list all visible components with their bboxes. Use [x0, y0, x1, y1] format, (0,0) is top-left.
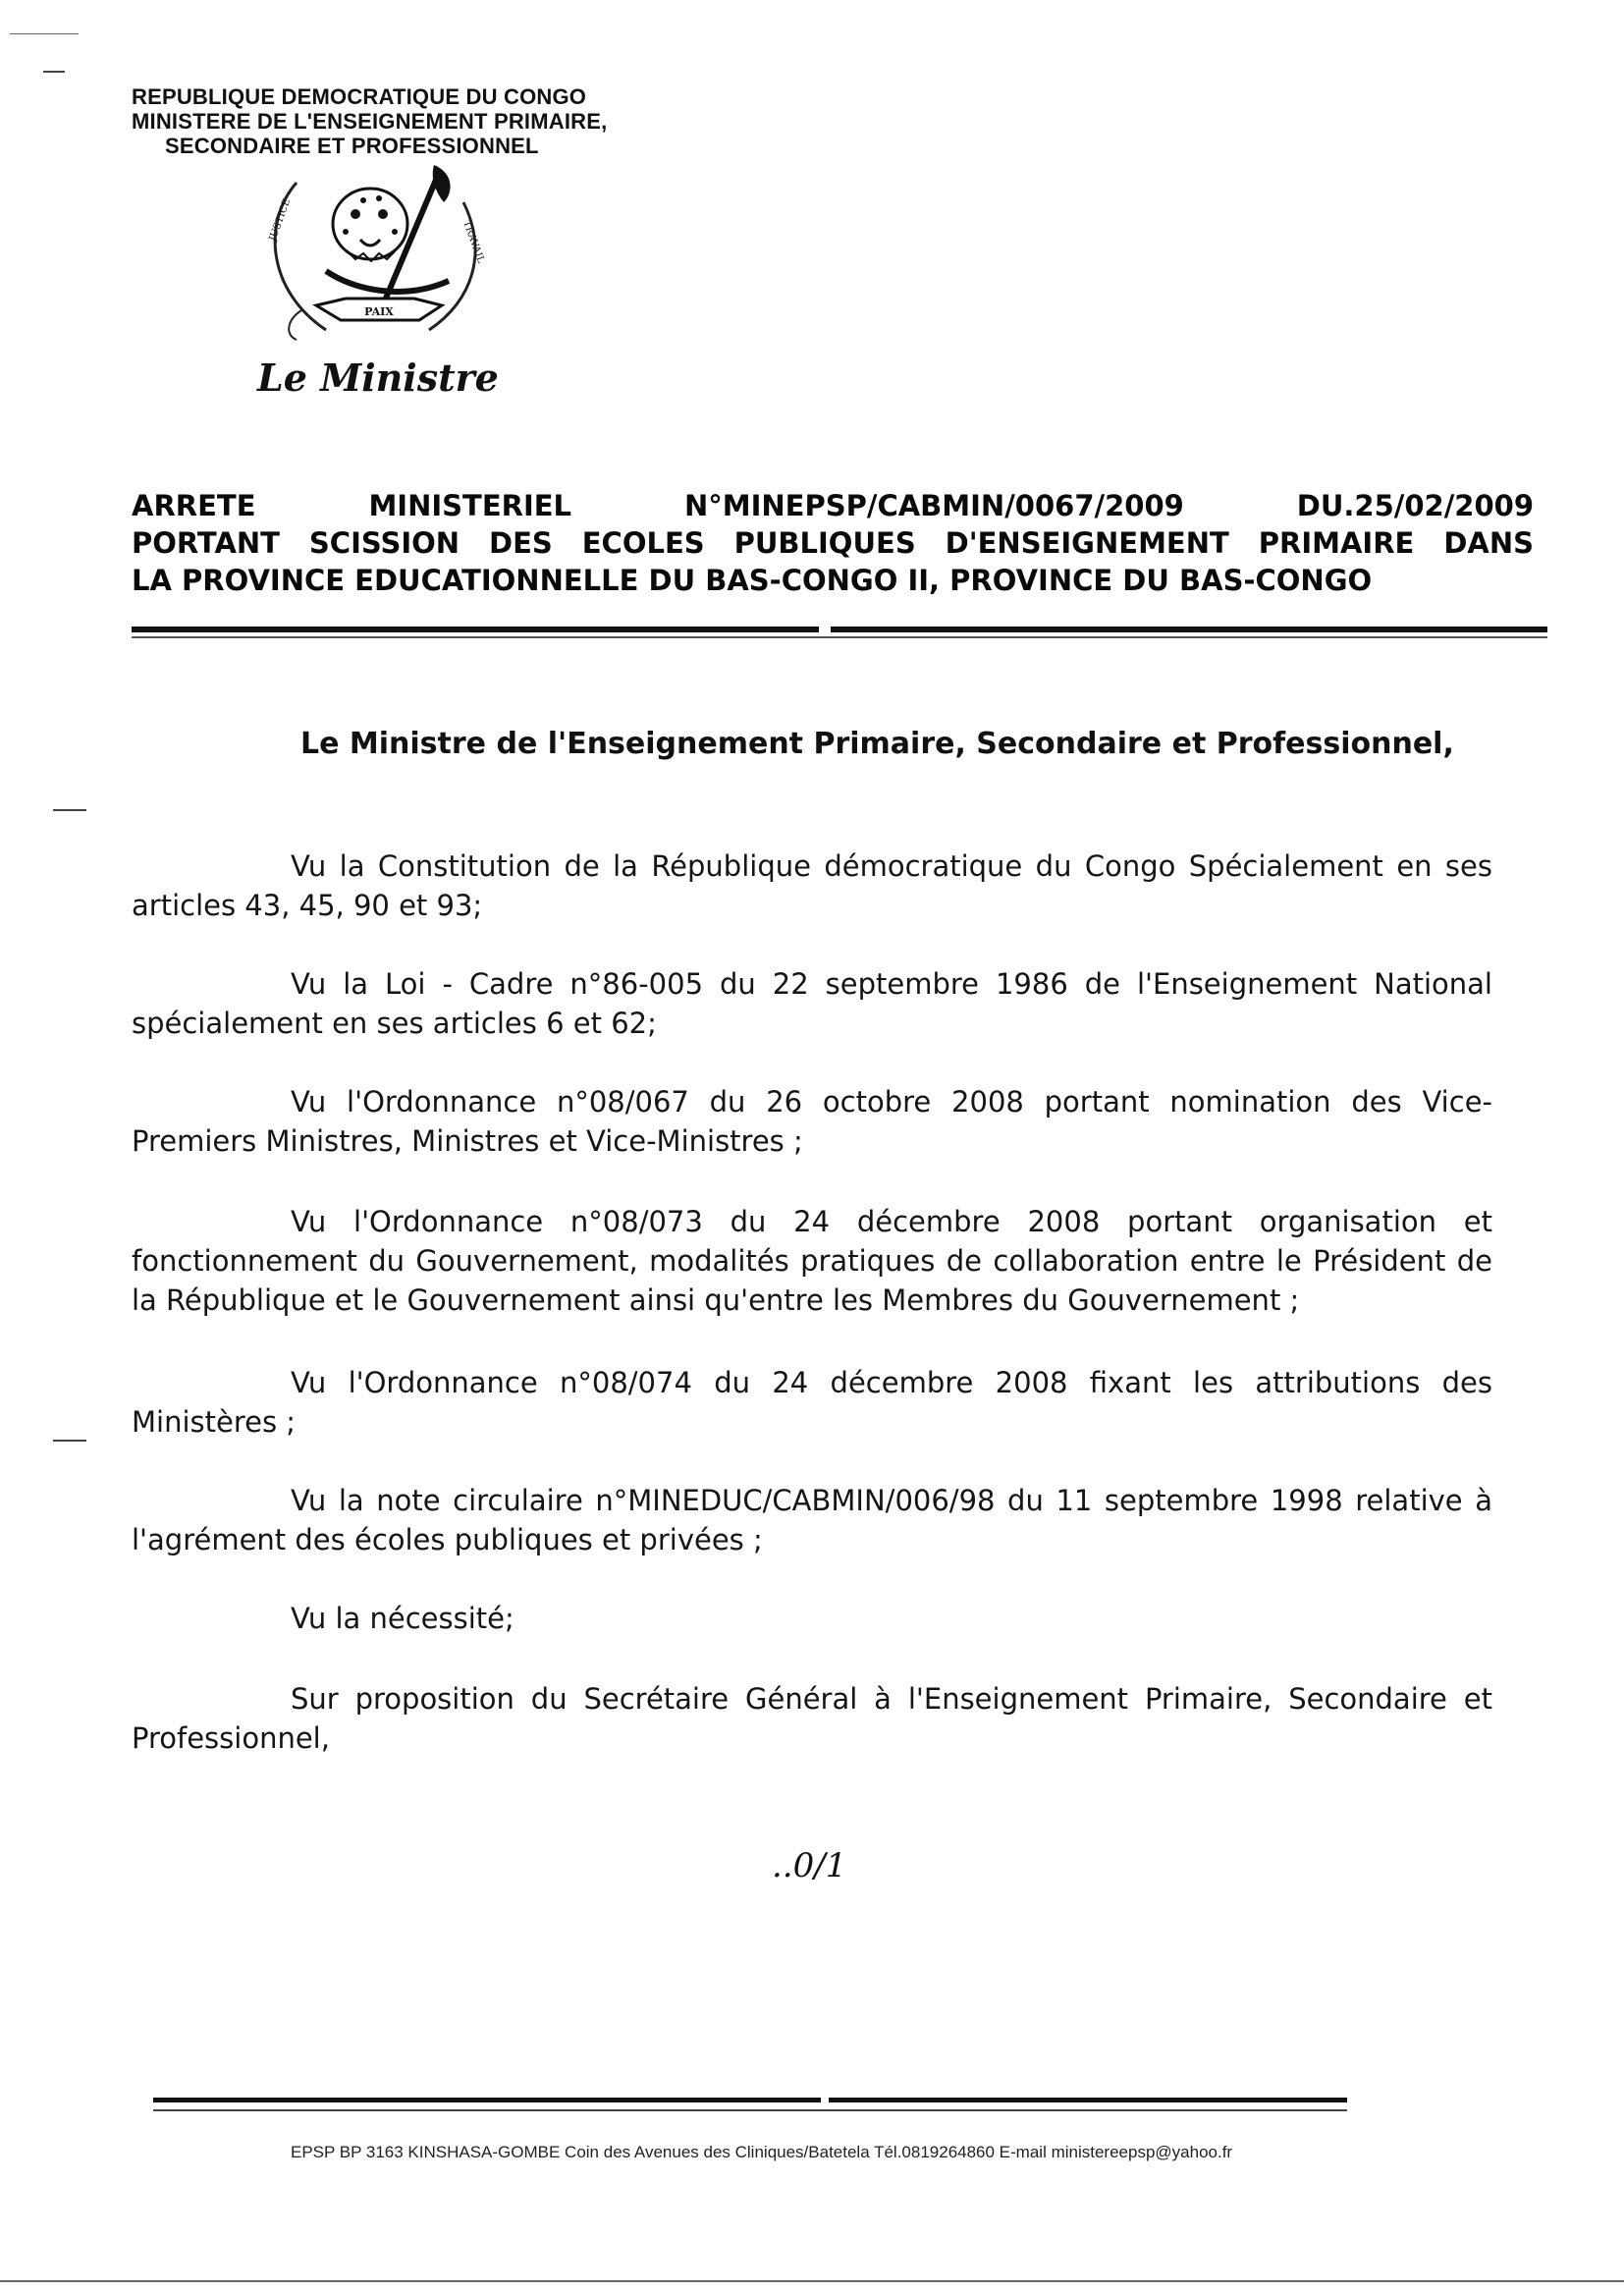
coat-of-arms-emblem [257, 163, 503, 350]
footer-rule-right [829, 2098, 1347, 2102]
title-reference: N°MINEPSP/CABMIN/0067/2009 [683, 489, 1184, 522]
title-date: DU.25/02/2009 [1296, 489, 1534, 522]
footer-rule-thin [153, 2109, 1347, 2111]
title-rule-thin [132, 636, 1547, 638]
header-ministry: MINISTERE DE L'ENSEIGNEMENT PRIMAIRE, [132, 109, 608, 134]
title-arrete: ARRETE [132, 489, 256, 522]
preamble-heading: Le Ministre de l'Enseignement Primaire, Secondaire et Professionnel, [300, 727, 1454, 761]
page-marker: ..0/1 [772, 1846, 847, 1885]
paragraph-constitution: Vu la Constitution de la République démocratique du Congo Spécialement en ses articles 43, 45, 90 et 93; [132, 849, 1492, 922]
title-rule-right [831, 627, 1547, 632]
svg-text:JUSTICE: JUSTICE [267, 197, 294, 244]
title-rule-left [132, 627, 819, 632]
footer-rule-left [153, 2098, 821, 2102]
header-country: REPUBLIQUE DEMOCRATIQUE DU CONGO [132, 84, 587, 109]
paragraph-ordonnance-067: Vu l'Ordonnance n°08/067 du 26 octobre 2008 portant nomination des Vice-Premiers Ministres, Ministres et Vice-Ministres ; [132, 1085, 1492, 1158]
paragraph-necessite: Vu la nécessité; [291, 1602, 514, 1635]
scan-mark [53, 1440, 86, 1442]
scan-mark [43, 71, 65, 73]
paragraph-proposition: Sur proposition du Secrétaire Général à l'Enseignement Primaire, Secondaire et Professionnel, [132, 1682, 1492, 1755]
paragraph-ordonnance-074: Vu l'Ordonnance n°08/074 du 24 décembre 2008 fixant les attributions des Ministères ; [132, 1366, 1492, 1439]
scan-bottom-edge [0, 2280, 1624, 2282]
paragraph-note-circulaire: Vu la note circulaire n°MINEDUC/CABMIN/006/98 du 11 septembre 1998 relative à l'agrément des écoles publiques et privées ; [132, 1484, 1492, 1556]
scan-mark [53, 809, 86, 811]
coat-of-arms-icon [257, 163, 503, 350]
paragraph-loi-cadre: Vu la Loi - Cadre n°86-005 du 22 septembre 1986 de l'Enseignement National spécialement en ses articles 6 et 62; [132, 967, 1492, 1040]
svg-text:TRAVAIL: TRAVAIL [460, 219, 487, 265]
title-ministeriel: MINISTERIEL [368, 489, 572, 522]
decree-title [132, 487, 1534, 599]
scan-mark [10, 33, 79, 34]
minister-signature-label: Le Ministre [257, 355, 499, 400]
emblem-banner-text: PAIX [364, 305, 394, 318]
footer-address: EPSP BP 3163 KINSHASA-GOMBE Coin des Avenues des Cliniques/Batetela Tél.0819264860 E-mail ministereepsp@yahoo.fr [291, 2143, 1233, 2161]
title-line2: PORTANT SCISSION DES ECOLES PUBLIQUES D'ENSEIGNEMENT PRIMAIRE DANS [132, 526, 1534, 560]
title-line3: LA PROVINCE EDUCATIONNELLE DU BAS-CONGO II, PROVINCE DU BAS-CONGO [132, 564, 1373, 597]
paragraph-ordonnance-073: Vu l'Ordonnance n°08/073 du 24 décembre 2008 portant organisation et fonctionnement du Gouvernement, modalités pratiques de collaboration entre le Président de la République et le Gouvernement ainsi qu'entre les Membres du Gouvernement ; [132, 1205, 1492, 1317]
header-block [132, 84, 607, 158]
header-ministry-cont: SECONDAIRE ET PROFESSIONNEL [165, 134, 539, 158]
